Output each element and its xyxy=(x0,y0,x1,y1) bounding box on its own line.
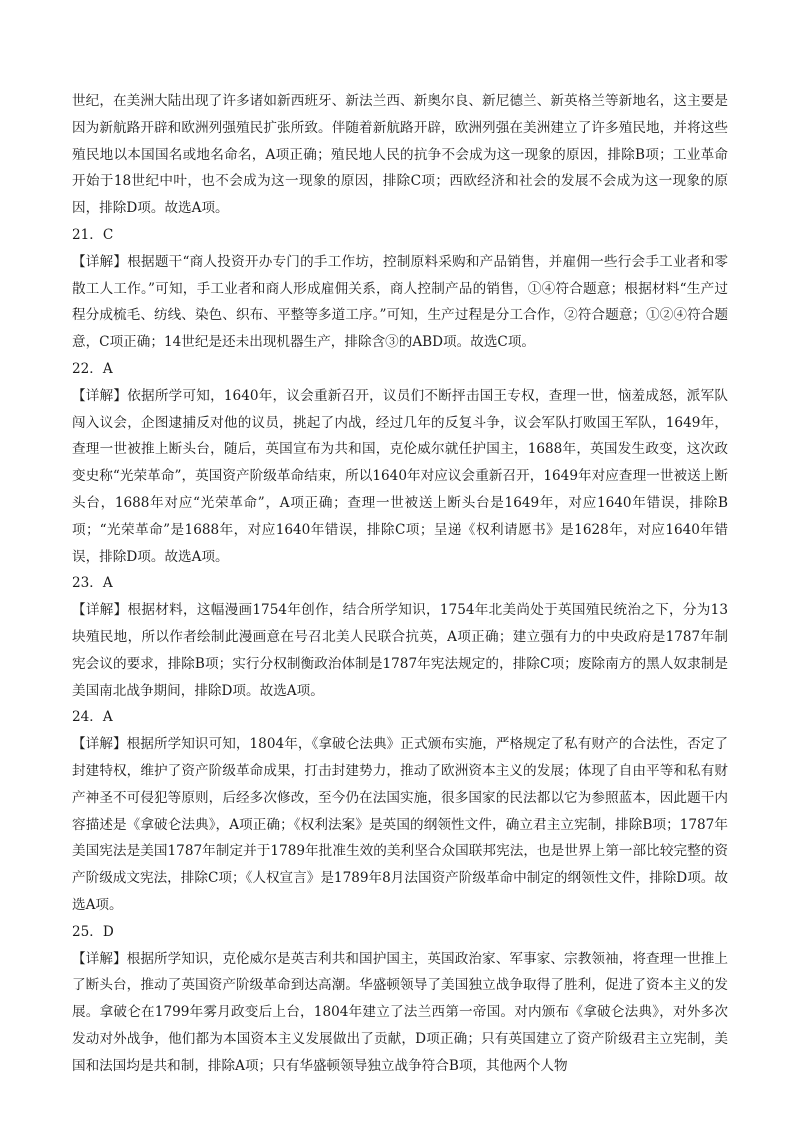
answer-24: 24．A xyxy=(72,709,113,726)
explanation-25: 【详解】根据所学知识，克伦威尔是英吉利共和国护国主，英国政治家、军事家、宗教领袖，将查理一世推上了断头台，推动了英国资产阶级革命到达高潮。华盛顿领导了美国独立战争取得了胜利，促进了资本主义的发展。拿破仑在1799年雾月政变后上台，1804年建立了法兰西第一帝国。对内颁布《拿破仑法典》，对外多次发动对外战争，他们都为本国资本主义发展做出了贡献，D项正确；只有英国建立了资产阶级君主立宪制，美国和法国均是共和制，排除A项；只有华盛顿领导独立战争符合B项，其他两个人物 xyxy=(72,950,728,1074)
explanation-21: 【详解】根据题干“商人投资开办专门的手工作坊，控制原料采购和产品销售，并雇佣一些行会手工业者和零散工人工作。”可知，手工业者和商人形成雇佣关系，商人控制产品的销售，①④符合题意；根据材料“生产过程分成梳毛、纺线、染色、织布、平整等多道工序。”可知，生产过程是分工合作，②符合题意；①②④符合题意，C项正确；14世纪是还未出现机器生产，排除含③的ABD项。故选C项。 xyxy=(72,253,728,351)
answer-25: 25．D xyxy=(72,923,114,940)
explanation-22: 【详解】依据所学可知，1640年，议会重新召开，议员们不断抨击国王专权，查理一世，恼羞成怒，派军队闯入议会，企图逮捕反对他的议员，挑起了内战，经过几年的反复斗争，议会军队打败国王军队，1649年，查理一世被推上断头台，随后，英国宣布为共和国，克伦威尔就任护国主，1688年，英国发生政变，这次政变史称“光荣革命”，英国资产阶级革命结束，所以1640年对应议会重新召开，1649年对应查理一世被送上断头台，1688年对应“光荣革命”，A项正确；查理一世被送上断头台是1649年，对应1640年错误，排除B项；“光荣革命”是1688年，对应1640年错误，排除C项；呈递《权利请愿书》是1628年，对应1640年错误，排除D项。故选A项。 xyxy=(72,387,728,565)
answer-22: 22．A xyxy=(72,360,113,377)
answer-23: 23．A xyxy=(72,575,113,592)
paragraph-continued: 世纪，在美洲大陆出现了许多诸如新西班牙、新法兰西、新奥尔良、新尼德兰、新英格兰等新地名，这主要是因为新航路开辟和欧洲列强殖民扩张所致。伴随着新航路开辟，欧洲列强在美洲建立了许多殖民地，并将这些殖民地以本国国名或地名命名，A项正确；殖民地人民的抗争不会成为这一现象的原因，排除B项；工业革命开始于18世纪中叶，也不会成为这一现象的原因，排除C项；西欧经济和社会的发展不会成为这一现象的原因，排除D项。故选A项。 xyxy=(72,93,728,217)
explanation-23: 【详解】根据材料，这幅漫画1754年创作，结合所学知识，1754年北美尚处于英国殖民统治之下，分为13块殖民地，所以作者绘制此漫画意在号召北美人民联合抗英，A项正确；建立强有力的中央政府是1787年制宪会议的要求，排除B项；实行分权制衡政治体制是1787年宪法规定的，排除C项；废除南方的黑人奴隶制是美国南北战争期间，排除D项。故选A项。 xyxy=(72,602,728,699)
explanation-24: 【详解】根据所学知识可知，1804年，《拿破仑法典》正式颁布实施，严格规定了私有财产的合法性，否定了封建特权，维护了资产阶级革命成果，打击封建势力，推动了欧洲资本主义的发展；体现了自由平等和私有财产神圣不可侵犯等原则，后经多次修改，至今仍在法国实施，很多国家的民法都以它为参照蓝本，因此题干内容描述是《拿破仑法典》，A项正确；《权利法案》是英国的纲领性文件，确立君主立宪制，排除B项；1787年美国宪法是美国1787年制定并于1789年批准生效的美利坚合众国联邦宪法，也是世界上第一部比较完整的资产阶级成文宪法，排除C项；《人权宣言》是1789年8月法国资产阶级革命中制定的纲领性文件，排除D项。故选A项。 xyxy=(72,736,728,913)
answer-21: 21．C xyxy=(72,226,114,243)
